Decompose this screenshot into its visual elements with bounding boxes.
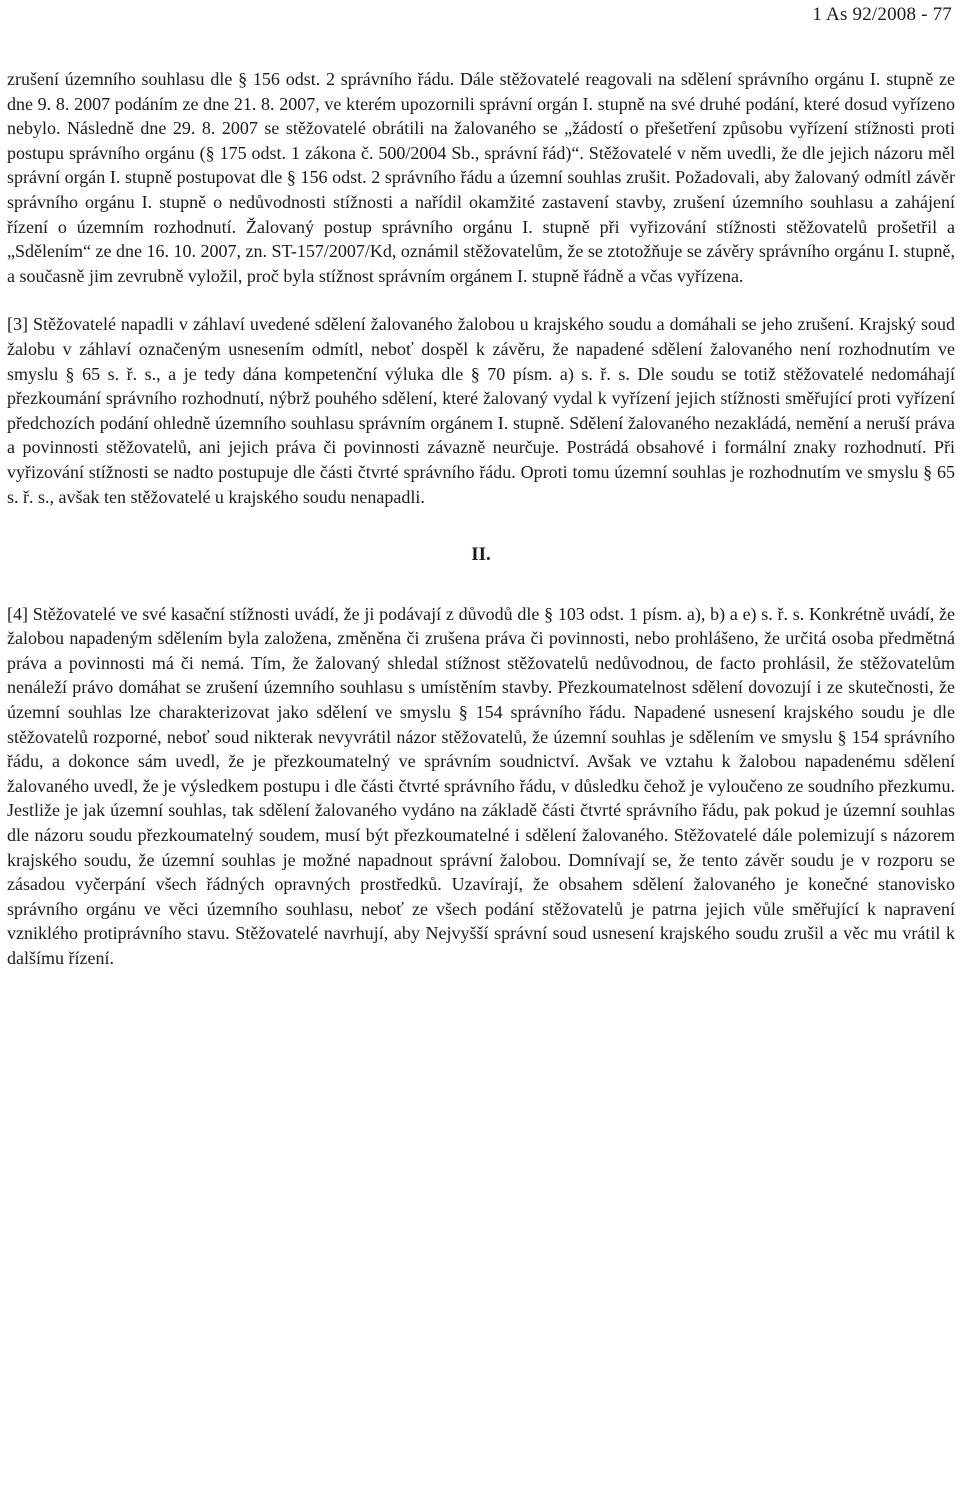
section-heading: II. — [471, 544, 491, 566]
case-number: 1 As 92/2008 - 77 — [812, 4, 952, 25]
paragraph-gap — [7, 288, 955, 312]
document-body — [7, 67, 955, 971]
paragraph-continuation: zrušení územního souhlasu dle § 156 odst. 2 správního řádu. Dále stěžovatelé reagovali na sdělení správního orgánu I. stupně ze dne 9. 8. 2007 podáním ze dne 21. 8. 2007, ve kterém upozornili správní orgán I. stupně na své druhé podání, které dosud vyřízeno nebylo. Následně dne 29. 8. 2007 se stěžovatelé obrátili na žalovaného se „žádostí o přešetření způsobu vyřízení stížnosti proti postupu správního orgánu (§ 175 odst. 1 zákona č. 500/2004 Sb., správní řád)“. Stěžovatelé v něm uvedli, že dle jejich názoru měl správní orgán I. stupně postupovat dle § 156 odst. 2 správního řádu a územní souhlas zrušit. Požadovali, aby žalovaný odmítl závěr správního orgánu I. stupně o nedůvodnosti stížnosti a nařídil okamžité zastavení stavby, zrušení územního souhlasu a zahájení řízení o územním rozhodnutí. Žalovaný postup správního orgánu I. stupně při vyřizování stížnosti stěžovatelů prošetřil a „Sdělením“ ze dne 16. 10. 2007, zn. ST-157/2007/Kd, oznámil stěžovatelům, že se ztotožňuje se závěry správního orgánu I. stupně, a současně jim zevrubně vyložil, proč byla stížnost správním orgánem I. stupně řádně a včas vyřízena. — [7, 69, 955, 286]
paragraph-3: [3] Stěžovatelé napadli v záhlaví uvedené sdělení žalovaného žalobou u krajského soudu a domáhali se jeho zrušení. Krajský soud žalobu v záhlaví označeným usnesením odmítl, neboť dospěl k závěru, že napadené sdělení žalovaného není rozhodnutím ve smyslu § 65 s. ř. s., a je tedy dána kompetenční výluka dle § 70 písm. a) s. ř. s. Dle soudu se totiž stěžovatelé nedomáhají přezkoumání správního rozhodnutí, nýbrž pouhého sdělení, které žalovaný vydal k vyřízení jejich stížnosti směřující proti vyřízení předchozích podání ohledně územního souhlasu správním orgánem I. stupně. Sdělení žalovaného nezakládá, nemění a neruší práva a povinnosti stěžovatelů, ani jejich práva či povinnosti závazně neurčuje. Postrádá obsahové i formální znaky rozhodnutí. Při vyřizování stížnosti se nadto postupuje dle části čtvrté správního řádu. Oproti tomu územní souhlas je rozhodnutím ve smyslu § 65 s. ř. s., avšak ten stěžovatelé u krajského soudu nenapadli. — [7, 314, 955, 507]
paragraph-4: [4] Stěžovatelé ve své kasační stížnosti uvádí, že ji podávají z důvodů dle § 103 odst. 1 písm. a), b) a e) s. ř. s. Konkrétně uvádí, že žalobou napadeným sdělením byla založena, změněna či zrušena práva či povinnosti, nebo prohlášeno, že určitá osoba předmětná práva a povinnosti má či nemá. Tím, že žalovaný shledal stížnost stěžovatelů nedůvodnou, de facto prohlásil, že stěžovatelům nenáleží právo domáhat se zrušení územního souhlasu s umístěním stavby. Přezkoumatelnost sdělení dovozují i ze skutečnosti, že územní souhlas lze charakterizovat jako sdělení ve smyslu § 154 správního řádu. Napadené usnesení krajského soudu je dle stěžovatelů rozporné, neboť soud nikterak nevyvrátil názor stěžovatelů, že územní souhlas je sdělením ve smyslu § 154 správního řádu, a dokonce sám uvedl, že je přezkoumatelný ve správním soudnictví. Avšak ve vztahu k žalobou napadenému sdělení žalovaného uvedl, že je výsledkem postupu i dle části čtvrté správního řádu, v důsledku čehož je vyloučeno ze soudního přezkumu. Jestliže je jak územní souhlas, tak sdělení žalovaného vydáno na základě části čtvrté správního řádu, pak pokud je územní souhlas dle názoru soudu přezkoumatelný soudem, musí být přezkoumatelné i sdělení žalovaného. Stěžovatelé dále polemizují s názorem krajského soudu, že územní souhlas je možné napadnout správní žalobou. Domnívají se, že tento závěr soudu je v rozporu se zásadou vyčerpání všech řádných opravných prostředků. Uzavírají, že obsahem sdělení žalovaného je konečné stanovisko správního orgánu ve věci územního souhlasu, neboť ze všech podání stěžovatelů je patrna jejich vůle směřující k napravení vzniklého protiprávního stavu. Stěžovatelé navrhují, aby Nejvyšší správní soud usnesení krajského soudu zrušil a věc mu vrátil k dalšímu řízení. — [7, 603, 955, 968]
